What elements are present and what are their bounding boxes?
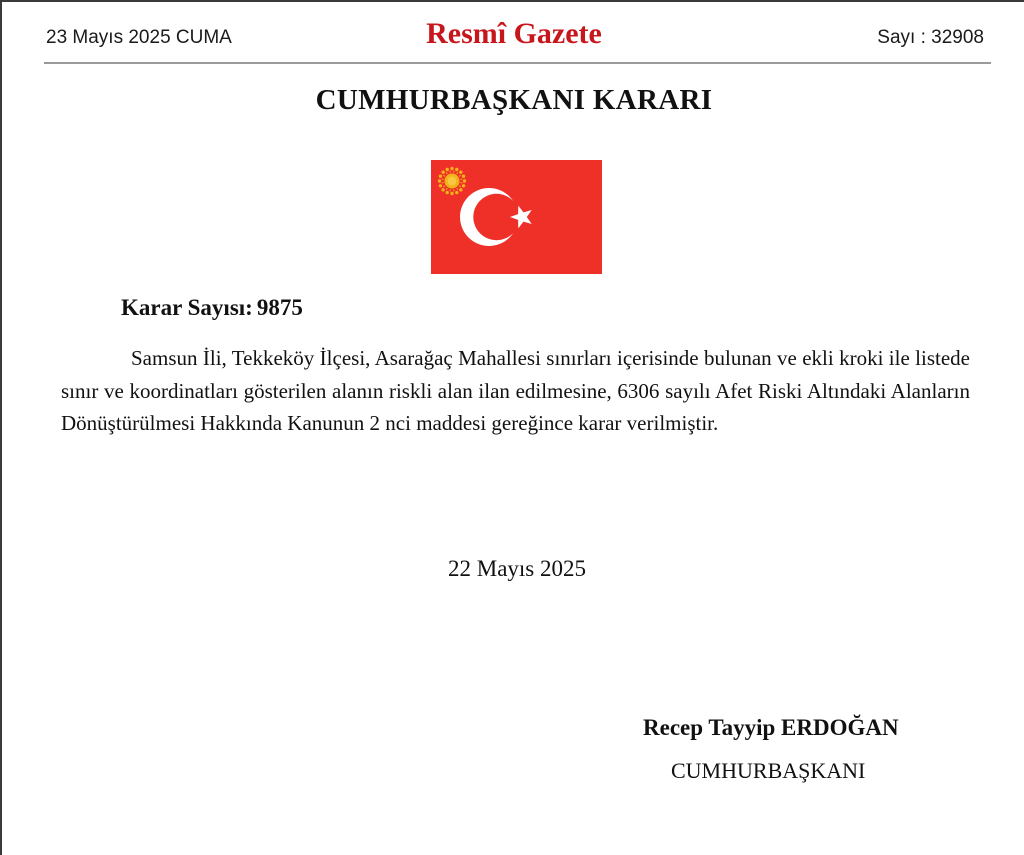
decision-number-label: Karar Sayısı: [121,295,253,320]
decision-date: 22 Mayıs 2025 [448,556,586,581]
signer-title: CUMHURBAŞKANI [671,758,866,783]
signer-name: Recep Tayyip ERDOĞAN [643,715,899,740]
gazette-title: Resmî Gazete [426,17,602,50]
page-title: CUMHURBAŞKANI KARARI [315,84,713,116]
presidential-flag-icon [431,160,602,274]
header-date: 23 Mayıs 2025 CUMA [46,27,232,48]
decision-body: Samsun İli, Tekkeköy İlçesi, Asarağaç Mahallesi sınırları içerisinde bulunan ve ekli kroki ile listede sınır ve koordinatları gösterilen alanın riskli alan ilan edilmesine, 6306 sayılı Afet Riski Altındaki Alanların Dönüştürülmesi Hakkında Kanunun 2 nci maddesi gereğince karar verilmiştir. [61,346,970,435]
decision-number-value: 9875 [256,295,303,320]
decision-number [121,295,303,321]
issue-number: Sayı : 32908 [877,27,984,48]
header-divider [44,62,991,64]
